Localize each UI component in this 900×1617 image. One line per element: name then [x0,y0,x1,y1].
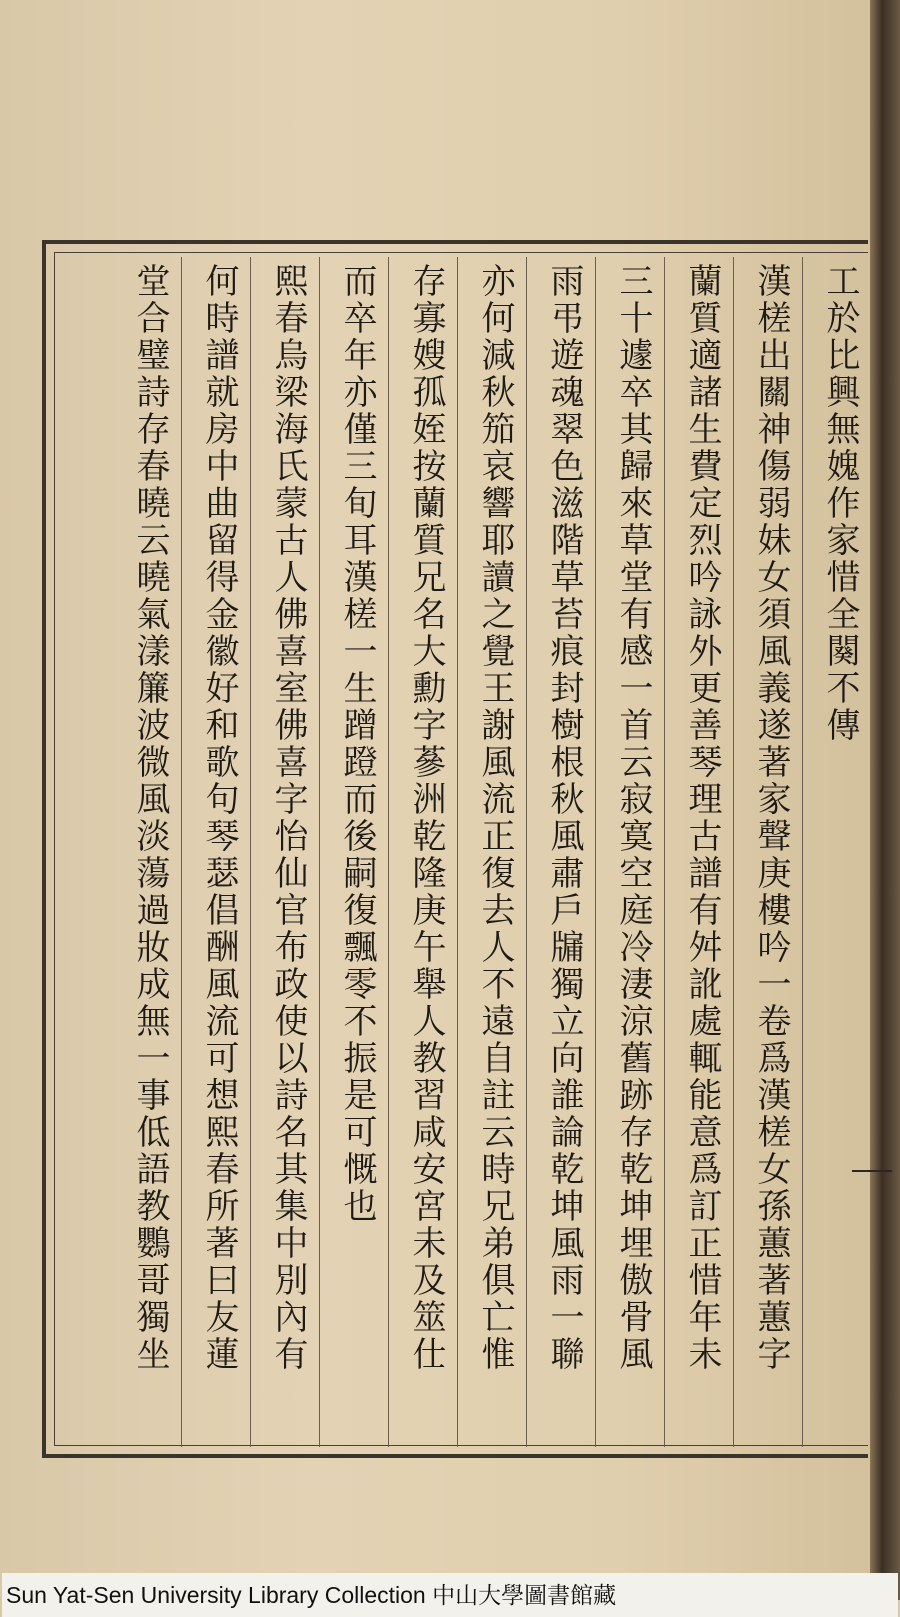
text-column: 蘭質適諸生費定烈吟詠外更善琴理古譜有舛訛處輒能意爲訂正惜年未 [682,263,722,1373]
column-rule [457,257,458,1447]
column-rule [595,257,596,1447]
text-column: 存寡嫂孤姪按蘭質兄名大勳字蔘洲乾隆庚午舉人教習咸安宮未及筮仕 [406,263,446,1373]
text-column: 何時譜就房中曲留得金徽好和歌句琴瑟倡酬風流可想熙春所著曰友蓮 [199,263,239,1373]
column-rule [250,257,251,1447]
book-spine [870,0,900,1600]
column-rule [388,257,389,1447]
text-column: 三十遽卒其歸來草堂有感一首云寂寞空庭冷淒涼舊跡存乾坤埋傲骨風 [613,263,653,1373]
column-rule [802,257,803,1447]
column-rule [733,257,734,1447]
text-frame-inner-border [54,252,868,1446]
text-column: 而卒年亦僅三旬耳漢槎一生蹭蹬而後嗣復飄零不振是可慨也 [337,263,377,1225]
column-rule [664,257,665,1447]
text-frame [42,240,868,1458]
column-rule [181,257,182,1447]
column-rule [526,257,527,1447]
column-rule [319,257,320,1447]
text-column: 堂合璧詩存春曉云曉氣漾簾波微風淡蕩過妝成無一事低語教鸚哥獨坐 [130,263,170,1373]
text-column: 漢槎出關神傷弱妹女須風義遂著家聲庚樓吟一卷爲漢槎女孫蕙著蕙字 [751,263,791,1373]
text-column: 熙春烏梁海氏蒙古人佛喜室佛喜字怡仙官布政使以詩名其集中別內有 [268,263,308,1373]
text-column: 亦何減秋笳哀響耶讀之覺王謝風流正復去人不遠自註云時兄弟俱亡惟 [475,263,515,1373]
text-column: 工於比興無媿作家惜全闋不傳 [820,263,860,744]
text-column: 雨弔遊魂翠色滋階草苔痕封樹根秋風肅戶牖獨立向誰論乾坤風雨一聯 [544,263,584,1373]
library-caption: Sun Yat-Sen University Library Collection 中山大學圖書館藏 [2,1573,898,1617]
